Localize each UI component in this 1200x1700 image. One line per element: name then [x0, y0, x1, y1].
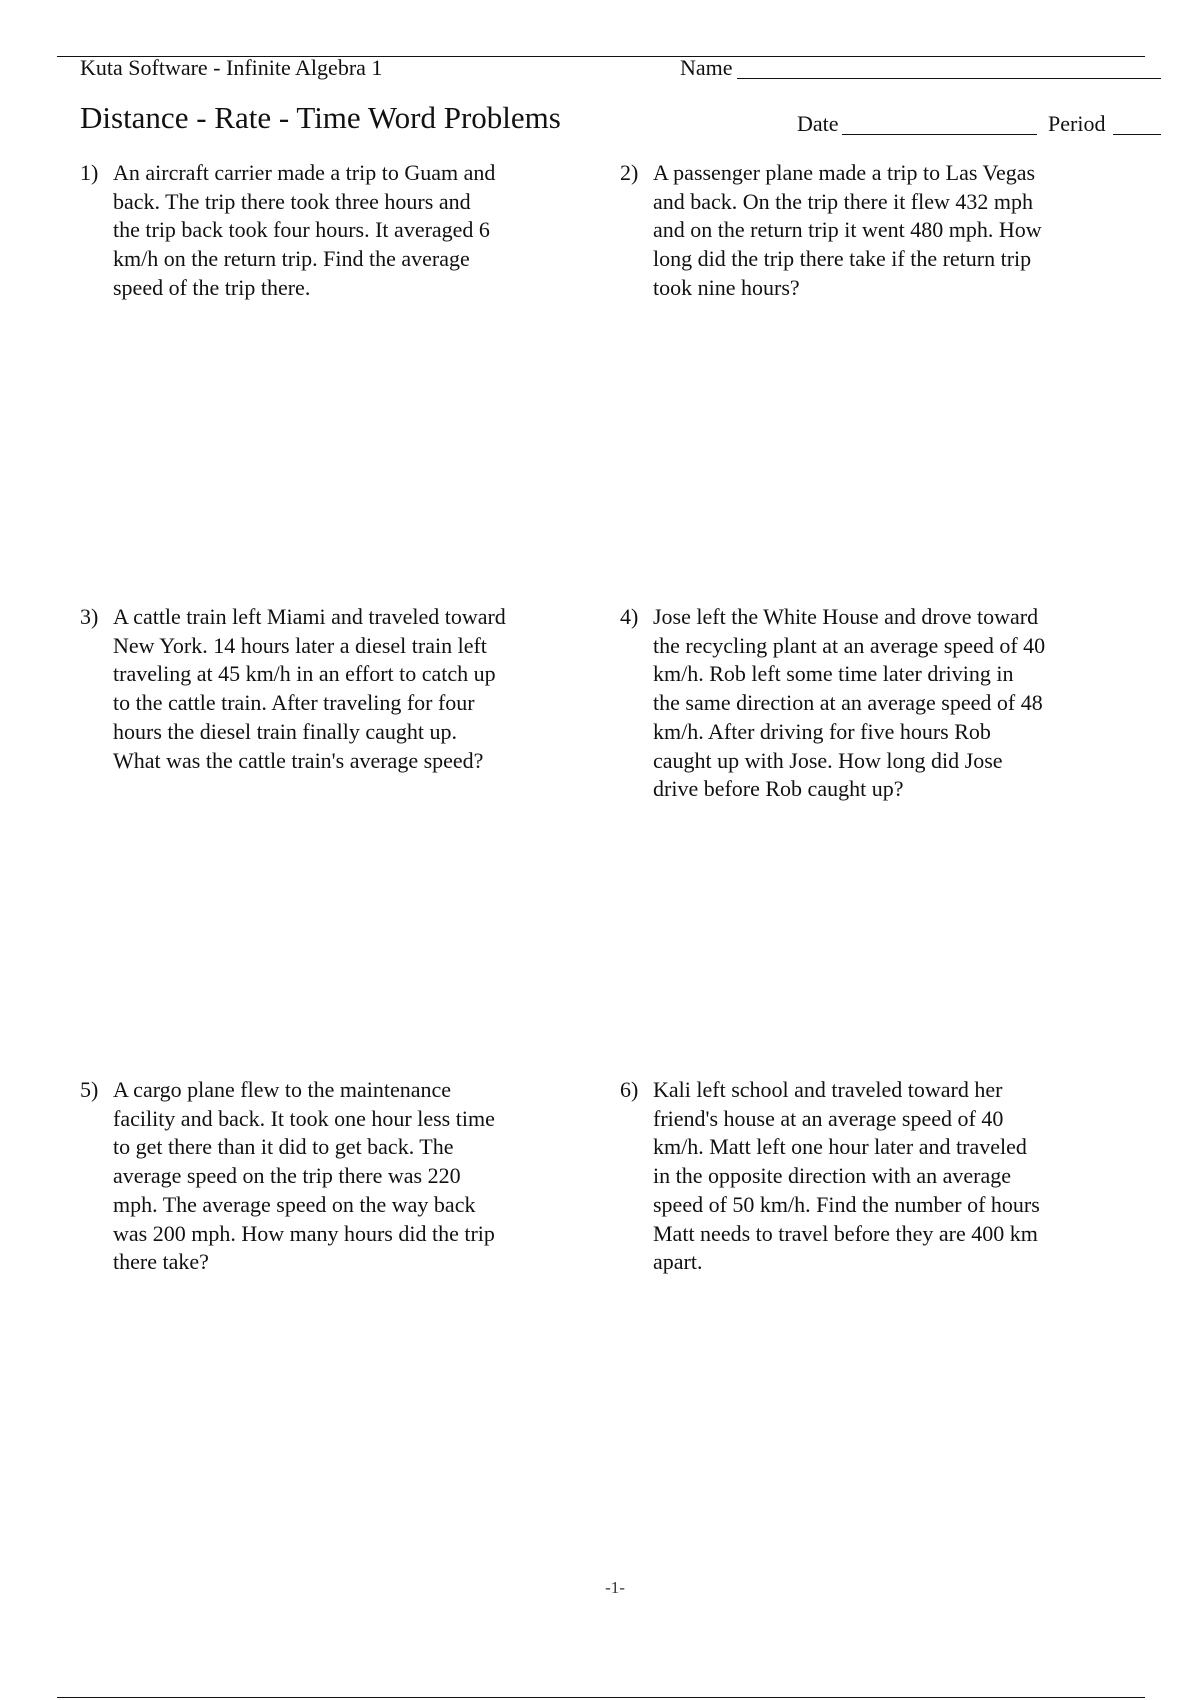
problem-line: traveling at 45 km/h in an effort to catch up — [113, 661, 496, 687]
problem-line: km/h. Matt left one hour later and traveled — [653, 1134, 1027, 1160]
publisher-line: Kuta Software - Infinite Algebra 1 — [80, 55, 383, 80]
problem-text — [113, 159, 573, 303]
page-number: -1- — [605, 1578, 625, 1597]
problem-line: and on the return trip it went 480 mph. How — [653, 217, 1042, 243]
worksheet-title: Distance - Rate - Time Word Problems — [80, 100, 561, 135]
problem-number: 1) — [80, 160, 99, 185]
problem-text — [653, 1076, 1113, 1277]
problem-line: the same direction at an average speed of 48 — [653, 690, 1043, 716]
problem-line: long did the trip there take if the return trip — [653, 246, 1032, 272]
problem-line: drive before Rob caught up? — [653, 776, 904, 802]
problem-line: caught up with Jose. How long did Jose — [653, 747, 1003, 773]
problem-number: 3) — [80, 604, 99, 629]
date-blank[interactable] — [842, 134, 1037, 135]
problem-line: A passenger plane made a trip to Las Vegas — [653, 160, 1036, 185]
problem-line: Kali left school and traveled toward her — [653, 1077, 1003, 1102]
problem-line: Matt needs to travel before they are 400 km — [653, 1220, 1038, 1246]
problem-line: to get there than it did to get back. The — [113, 1134, 454, 1160]
problem-number: 6) — [620, 1077, 639, 1102]
problem-line: A cattle train left Miami and traveled toward — [113, 604, 506, 629]
problem-line: the recycling plant at an average speed of 40 — [653, 632, 1046, 658]
problem-line: Jose left the White House and drove toward — [653, 604, 1039, 629]
problem-line: km/h on the return trip. Find the average — [113, 246, 470, 272]
problem-line: was 200 mph. How many hours did the trip — [113, 1220, 495, 1246]
problem-text — [113, 1076, 573, 1277]
problem-line: speed of the trip there. — [113, 274, 311, 300]
problem-line: New York. 14 hours later a diesel train left — [113, 632, 487, 658]
problem-number: 5) — [80, 1077, 99, 1102]
problem-line: in the opposite direction with an average — [653, 1163, 1011, 1189]
problem-line: friend's house at an average speed of 40 — [653, 1105, 1004, 1131]
period-blank[interactable] — [1113, 134, 1161, 135]
problem-line: there take? — [113, 1249, 209, 1275]
problem-line: km/h. After driving for five hours Rob — [653, 718, 991, 744]
problem-line: km/h. Rob left some time later driving in — [653, 661, 1014, 687]
problem-line: back. The trip there took three hours and — [113, 188, 471, 214]
problem-number: 2) — [620, 160, 639, 185]
problem-number: 4) — [620, 604, 639, 629]
problem-line: to the cattle train. After traveling for four — [113, 690, 475, 716]
period-label: Period — [1048, 111, 1106, 136]
problem-line: An aircraft carrier made a trip to Guam and — [113, 160, 496, 185]
bottom-rule — [57, 1697, 1145, 1698]
problem-line: the trip back took four hours. It averaged 6 — [113, 217, 490, 243]
name-blank[interactable] — [737, 78, 1161, 79]
name-label: Name — [680, 55, 733, 80]
problem-text — [113, 603, 573, 775]
problem-line: apart. — [653, 1249, 703, 1275]
problem-line: What was the cattle train's average speed? — [113, 747, 484, 773]
problem-line: and back. On the trip there it flew 432 mph — [653, 188, 1034, 214]
problem-text — [653, 603, 1113, 804]
problem-line: hours the diesel train finally caught up. — [113, 718, 457, 744]
problem-line: mph. The average speed on the way back — [113, 1191, 476, 1217]
problem-line: took nine hours? — [653, 274, 800, 300]
problem-line: speed of 50 km/h. Find the number of hours — [653, 1191, 1040, 1217]
problem-line: average speed on the trip there was 220 — [113, 1163, 461, 1189]
problem-line: A cargo plane flew to the maintenance — [113, 1077, 452, 1102]
problem-text — [653, 159, 1113, 303]
date-label: Date — [797, 111, 839, 136]
problem-line: facility and back. It took one hour less time — [113, 1105, 495, 1131]
